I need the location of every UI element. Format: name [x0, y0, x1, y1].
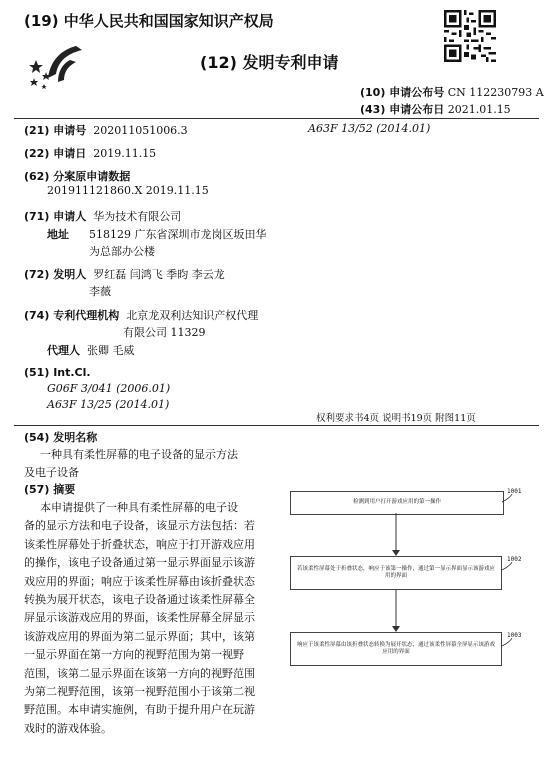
flow-label-1: 1001 — [507, 488, 522, 495]
agent-row: 代理人 张卿 毛威 — [47, 344, 135, 357]
flow-label-2: 1002 — [507, 556, 522, 563]
agency-row: (74) 专利代理机构 北京龙双利达知识产权代理 — [24, 309, 259, 322]
page-counts: 权利要求书4页 说明书19页 附图11页 — [316, 413, 476, 424]
applicant: 华为技术有限公司 — [93, 210, 182, 223]
header-divider — [14, 118, 539, 119]
title-label: (54) 发明名称 — [24, 431, 98, 444]
arrow-head-2 — [392, 626, 400, 632]
flowchart-connectors — [280, 480, 540, 680]
flow-step-2: 若该柔性屏幕处于折叠状态，响应于该第一操作，通过第一显示界面显示该游戏应用的界面 — [290, 556, 502, 590]
abstract-line: 范围，该第二显示界面在该第一方向的视野范围 — [24, 666, 255, 680]
arrow-head-1 — [392, 550, 400, 556]
abstract-line: 屏显示该游戏应用的界面，该柔性屏幕全屏显示 — [24, 611, 255, 625]
abstract-label: (57) 摘要 — [24, 483, 76, 496]
abstract-line: 备的显示方法和电子设备，该显示方法包括：若 — [24, 519, 255, 533]
document-type: (12) 发明专利申请 — [200, 53, 339, 72]
agency-line2: 有限公司 11329 — [123, 326, 206, 339]
application-date: 2019.11.15 — [93, 147, 157, 160]
flow-step-3: 响应于该柔性屏幕由该折叠状态转换为展开状态，通过该柔性屏幕全屏显示该游戏应用的界面 — [290, 632, 502, 666]
abstract-line: 该柔性屏幕处于折叠状态，响应于打开游戏应用 — [24, 537, 255, 551]
abstract-text — [24, 499, 274, 738]
cnipa-emblem — [26, 40, 88, 90]
address-line1: 518129 广东省深圳市龙岗区坂田华 — [89, 228, 267, 241]
abstract-line: 该游戏应用的界面为第二显示界面；其中，该第 — [24, 629, 255, 643]
application-number: 202011051006.3 — [93, 124, 188, 137]
title-line1: 一种具有柔性屏幕的电子设备的显示方法 — [40, 448, 238, 461]
biblio-divider — [14, 425, 539, 426]
authority-name: (19) 中华人民共和国国家知识产权局 — [24, 12, 274, 30]
publication-date-row: (43) 申请公布日 2021.01.15 — [360, 103, 511, 116]
applicant-row: (71) 申请人 华为技术有限公司 — [24, 210, 182, 223]
address-line2: 为总部办公楼 — [89, 245, 155, 258]
flow-label-3: 1003 — [507, 632, 522, 639]
intcl-label: (51) Int.Cl. — [24, 366, 91, 379]
agency-line1: 北京龙双利达知识产权代理 — [126, 309, 259, 322]
qr-code-icon — [444, 10, 496, 62]
publication-number-row: (10) 申请公布号 CN 112230793 A — [360, 86, 544, 99]
abstract-line: 为第二视野范围，该第一视野范围小于该第二视 — [24, 685, 255, 699]
title-line2: 及电子设备 — [24, 466, 79, 479]
publication-number: CN 112230793 A — [447, 86, 544, 99]
abstract-line: 戏时的游戏体验。 — [24, 721, 112, 735]
application-number-row: (21) 申请号 202011051006.3 — [24, 124, 188, 137]
publication-date: 2021.01.15 — [447, 103, 511, 116]
agents: 张卿 毛威 — [87, 344, 135, 357]
abstract-line: 戏应用的界面；响应于该柔性屏幕由该折叠状态 — [24, 574, 255, 588]
intcl-2: A63F 13/25 (2014.01) — [47, 398, 170, 411]
inventors-line1: 罗红磊 闫鸿飞 季昀 李云龙 — [93, 268, 225, 281]
division-label: (62) 分案原申请数据 — [24, 170, 131, 183]
abstract-line: 野范围。本申请实施例，有助于提升用户在玩游 — [24, 703, 255, 717]
intcl-right: A63F 13/52 (2014.01) — [308, 122, 431, 135]
division-data: 201911121860.X 2019.11.15 — [47, 184, 209, 197]
abstract-line: 的操作，该电子设备通过第一显示界面显示该游 — [24, 556, 255, 570]
abstract-line: 一显示界面在第一方向的视野范围为第一视野 — [24, 648, 244, 662]
application-date-row: (22) 申请日 2019.11.15 — [24, 147, 157, 160]
inventor-row: (72) 发明人 罗红磊 闫鸿飞 季昀 李云龙 — [24, 268, 225, 281]
abstract-line: 转换为展开状态，该电子设备通过该柔性屏幕全 — [24, 593, 255, 607]
intcl-1: G06F 3/041 (2006.01) — [47, 382, 171, 395]
address-label: 地址 — [47, 228, 69, 241]
abstract-line: 本申请提供了一种具有柔性屏幕的电子设 — [40, 501, 238, 514]
flow-step-1: 检测到用户打开游戏应用的第一操作 — [290, 491, 504, 515]
inventors-line2: 李薇 — [89, 285, 111, 298]
